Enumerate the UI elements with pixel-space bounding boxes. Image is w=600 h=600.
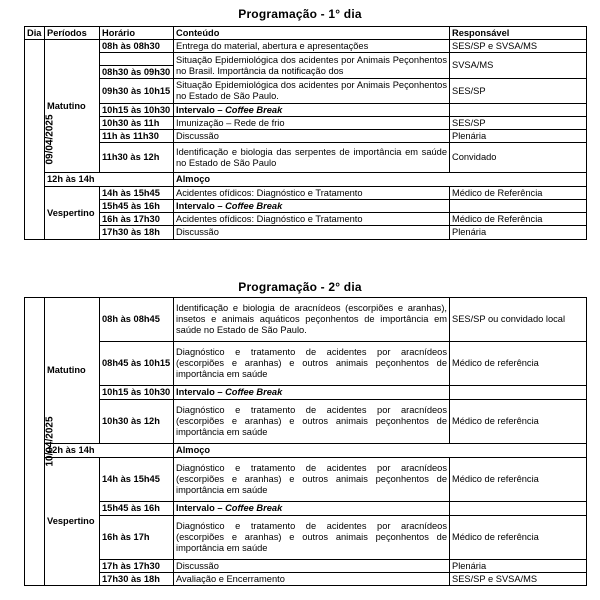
time-cell: 16h às 17h <box>100 516 174 560</box>
table-row <box>25 79 587 104</box>
header-periodos: Períodos <box>45 27 100 40</box>
table-row <box>25 298 587 342</box>
day1-date-cell <box>25 40 56 240</box>
time-cell: 11h às 11h30 <box>100 130 174 143</box>
content-cell: Identificação e biologia de aracnídeos (escorpiões e aranhas), insetos e animais aquáticos peçonhentos de importância em saúde no Estado de São Paulo. <box>174 298 450 342</box>
time-cell: 17h às 17h30 <box>100 560 174 573</box>
content-cell: Identificação e biologia das serpentes de importância em saúde no Estado de São Paulo <box>174 143 450 173</box>
lunch-time: 12h às 14h <box>45 444 174 458</box>
table-row <box>25 53 587 66</box>
time-cell: 08h30 às 09h30 <box>100 66 174 79</box>
time-cell: 11h30 às 12h <box>100 143 174 173</box>
resp-cell: Médico de referência <box>450 342 587 386</box>
day1-period-matutino: Matutino <box>45 40 100 173</box>
break-label: Intervalo – <box>176 387 226 397</box>
day2-period-vespertino: Vespertino <box>45 458 100 586</box>
lunch-label: Almoço <box>174 173 587 187</box>
table-row <box>25 386 587 400</box>
time-cell: 14h às 15h45 <box>100 187 174 200</box>
time-cell: 08h às 08h30 <box>100 40 174 53</box>
header-conteudo: Conteúdo <box>174 27 450 40</box>
resp-cell: Médico de referência <box>450 458 587 502</box>
break-italic: Coffee Break <box>225 387 283 397</box>
table-row <box>25 130 587 143</box>
table-header-row <box>25 27 587 40</box>
content-cell: Diagnóstico e tratamento de acidentes por aracnídeos (escorpiões e aranhas) e outros animais peçonhentos de importância em saúde <box>174 400 450 444</box>
table-row <box>25 200 587 213</box>
time-cell: 15h45 às 16h <box>100 200 174 213</box>
table-row <box>25 560 587 573</box>
time-cell: 10h30 às 11h <box>100 117 174 130</box>
day2-period-matutino: Matutino <box>45 298 100 444</box>
resp-cell: Plenária <box>450 560 587 573</box>
break-italic: Coffee Break <box>225 503 283 513</box>
resp-cell: Plenária <box>450 226 587 240</box>
resp-cell <box>450 200 587 213</box>
content-cell: Acidentes ofídicos: Diagnóstico e Tratamento <box>174 187 450 200</box>
resp-cell: Médico de referência <box>450 400 587 444</box>
content-cell: Avaliação e Encerramento <box>174 573 450 586</box>
table-row <box>25 143 587 173</box>
break-label: Intervalo – <box>176 104 226 115</box>
table-row <box>25 40 587 53</box>
content-cell: Imunização – Rede de frio <box>174 117 450 130</box>
resp-cell: Médico de referência <box>450 516 587 560</box>
day1-title: Programação - 1° dia <box>238 7 362 21</box>
header-dia: Dia <box>25 27 45 40</box>
content-cell: Diagnóstico e tratamento de acidentes por aracnídeos (escorpiões e aranhas) e outros animais peçonhentos de importância em saúde <box>174 516 450 560</box>
table-row <box>25 226 587 240</box>
resp-cell: SES/SP ou convidado local <box>450 298 587 342</box>
content-cell: Entrega do material, abertura e apresentações <box>174 40 450 53</box>
lunch-row <box>25 444 587 458</box>
day2-schedule-table <box>24 297 587 586</box>
time-cell <box>100 53 174 66</box>
content-cell: Situação Epidemiológica dos acidentes por Animais Peçonhentos no Estado de São Paulo. <box>174 79 450 104</box>
time-cell: 10h30 às 12h <box>100 400 174 444</box>
resp-cell: Convidado <box>450 143 587 173</box>
time-cell: 10h15 às 10h30 <box>100 104 174 117</box>
table-row <box>25 187 587 200</box>
day2-date-cell <box>25 298 56 586</box>
day2-title: Programação - 2° dia <box>238 280 362 294</box>
time-cell: 14h às 15h45 <box>100 458 174 502</box>
time-cell: 17h30 às 18h <box>100 573 174 586</box>
resp-cell: SES/SP <box>450 117 587 130</box>
coffee-break-cell <box>174 386 450 400</box>
resp-cell: SES/SP e SVSA/MS <box>450 40 587 53</box>
coffee-break-cell <box>174 104 450 117</box>
break-italic: Coffee Break <box>225 104 283 115</box>
table-row <box>25 117 587 130</box>
content-cell: Situação Epidemiológica dos acidentes por Animais Peçonhentos no Brasil. Importância da notificação dos <box>174 53 450 79</box>
resp-cell: Plenária <box>450 130 587 143</box>
table-row <box>25 104 587 117</box>
day1-schedule-table <box>24 26 587 240</box>
time-cell: 08h às 08h45 <box>100 298 174 342</box>
time-cell: 17h30 às 18h <box>100 226 174 240</box>
resp-cell: SVSA/MS <box>450 53 587 79</box>
resp-cell: Médico de Referência <box>450 213 587 226</box>
time-cell: 10h15 às 10h30 <box>100 386 174 400</box>
coffee-break-cell <box>174 200 450 213</box>
table-row <box>25 213 587 226</box>
resp-cell: SES/SP e SVSA/MS <box>450 573 587 586</box>
time-cell: 08h45 às 10h15 <box>100 342 174 386</box>
content-cell: Discussão <box>174 560 450 573</box>
content-cell: Acidentes ofídicos: Diagnóstico e Tratamento <box>174 213 450 226</box>
resp-cell: SES/SP <box>450 79 587 104</box>
content-cell: Discussão <box>174 226 450 240</box>
content-cell: Diagnóstico e tratamento de acidentes por aracnídeos (escorpiões e aranhas) e outros animais peçonhentos de importância em saúde <box>174 342 450 386</box>
resp-cell: Médico de Referência <box>450 187 587 200</box>
content-cell: Discussão <box>174 130 450 143</box>
header-responsavel: Responsável <box>450 27 587 40</box>
break-label: Intervalo – <box>176 503 226 513</box>
time-cell: 15h45 às 16h <box>100 502 174 516</box>
table-row <box>25 502 587 516</box>
day1-period-vespertino: Vespertino <box>45 187 100 240</box>
resp-cell <box>450 104 587 117</box>
header-horario: Horário <box>100 27 174 40</box>
time-cell: 09h30 às 10h15 <box>100 79 174 104</box>
table-row <box>25 573 587 586</box>
table-row <box>25 400 587 444</box>
content-cell: Diagnóstico e tratamento de acidentes por aracnídeos (escorpiões e aranhas) e outros animais peçonhentos de importância em saúde <box>174 458 450 502</box>
break-italic: Coffee Break <box>225 200 283 211</box>
table-row <box>25 516 587 560</box>
lunch-time: 12h às 14h <box>45 173 174 187</box>
lunch-row <box>25 173 587 187</box>
day1-date: 09/04/2025 <box>44 114 56 165</box>
time-cell: 16h às 17h30 <box>100 213 174 226</box>
table-row <box>25 458 587 502</box>
resp-cell <box>450 502 587 516</box>
table-row <box>25 342 587 386</box>
break-label: Intervalo – <box>176 200 226 211</box>
lunch-label: Almoço <box>174 444 587 458</box>
day2-date: 10/04/2025 <box>44 416 56 467</box>
resp-cell <box>450 386 587 400</box>
coffee-break-cell <box>174 502 450 516</box>
